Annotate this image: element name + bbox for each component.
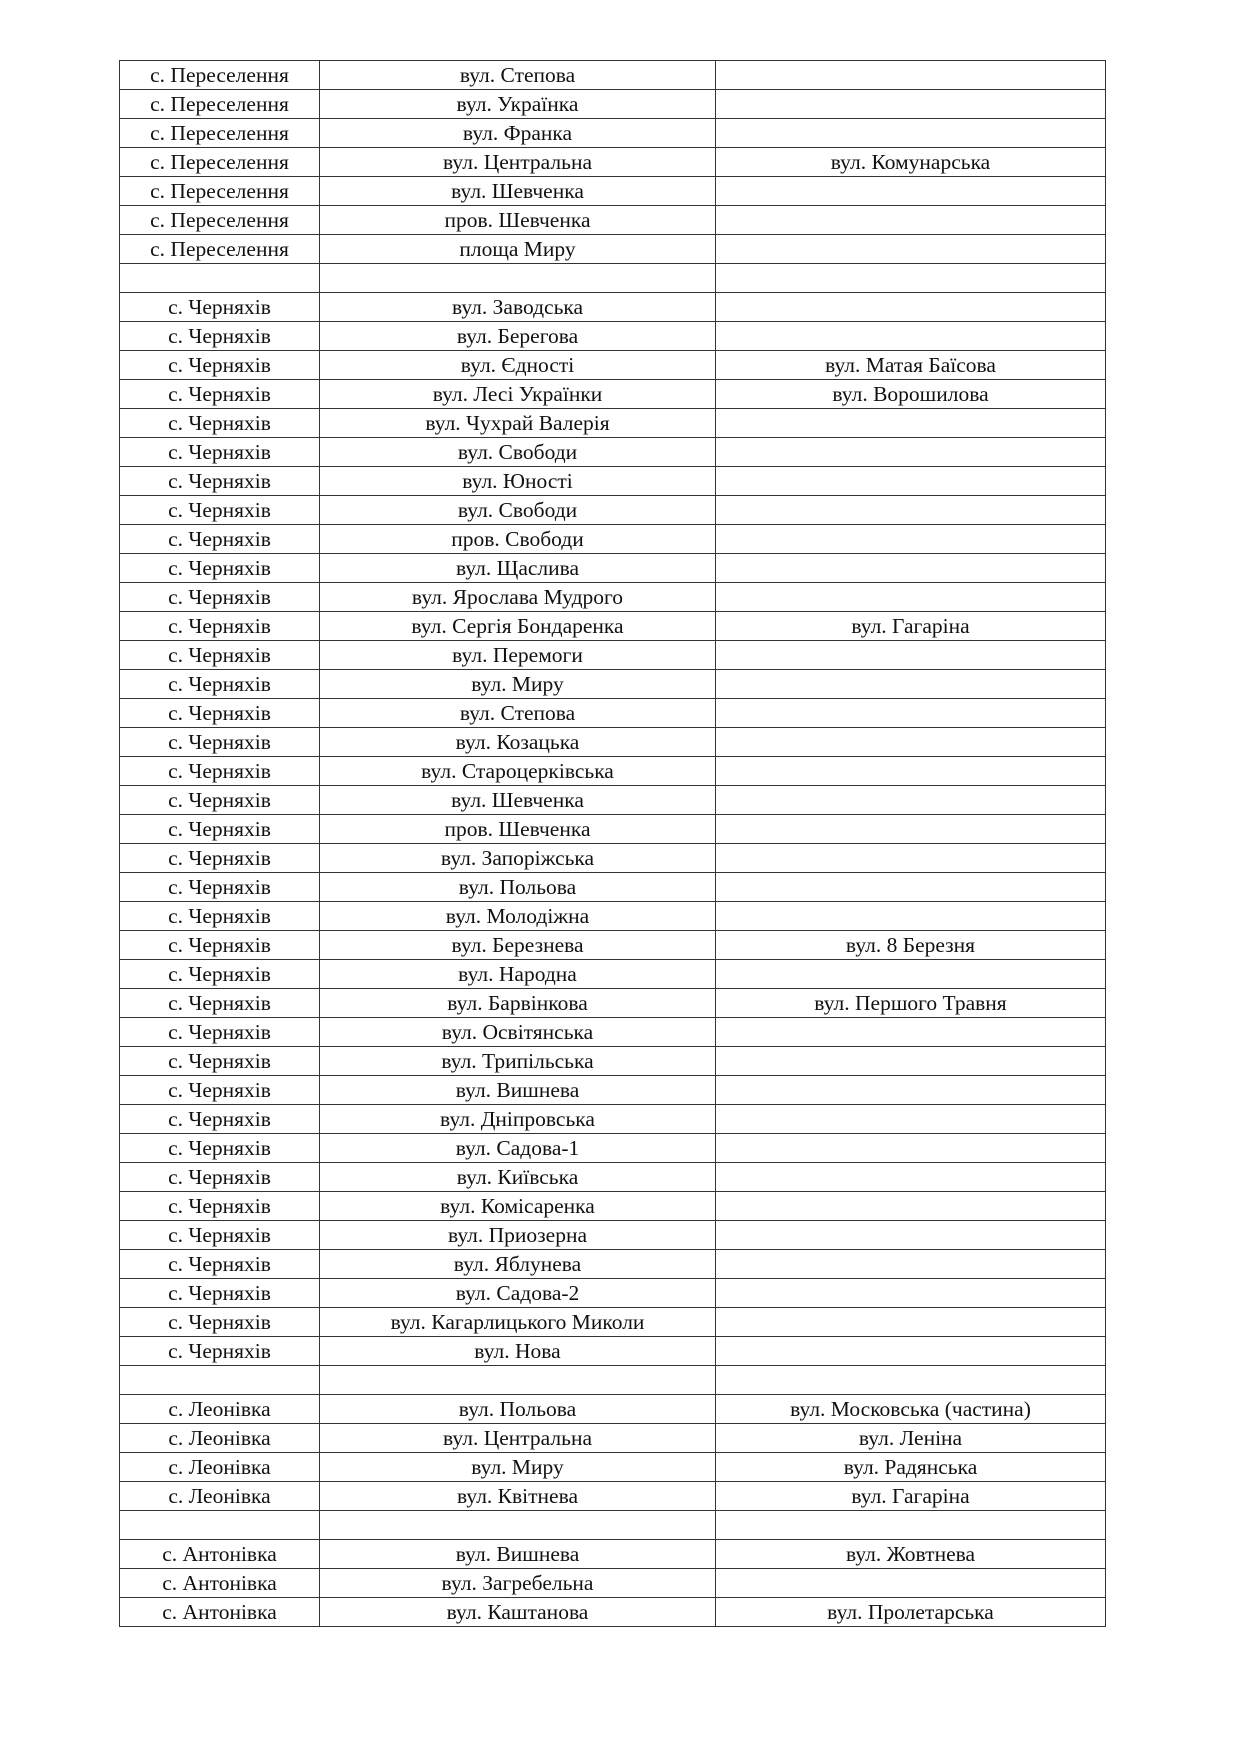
former-name-cell: вул. Матая Баїсова — [716, 351, 1106, 380]
table-row — [120, 757, 1106, 786]
settlement-cell: с. Переселення — [120, 235, 320, 264]
table-row — [120, 148, 1106, 177]
former-name-cell: вул. Комунарська — [716, 148, 1106, 177]
settlement-cell: с. Черняхів — [120, 989, 320, 1018]
former-name-cell — [716, 1308, 1106, 1337]
table-row — [120, 467, 1106, 496]
former-name-cell — [716, 902, 1106, 931]
settlement-cell: с. Переселення — [120, 206, 320, 235]
street-cell: вул. Київська — [320, 1163, 716, 1192]
table-row — [120, 1424, 1106, 1453]
street-cell: вул. Миру — [320, 670, 716, 699]
street-cell — [320, 1511, 716, 1540]
table-row — [120, 1337, 1106, 1366]
street-cell: вул. Кагарлицького Миколи — [320, 1308, 716, 1337]
former-name-cell — [716, 438, 1106, 467]
settlement-cell: с. Переселення — [120, 148, 320, 177]
settlement-cell: с. Черняхів — [120, 525, 320, 554]
settlement-cell: с. Черняхів — [120, 322, 320, 351]
street-cell: вул. Народна — [320, 960, 716, 989]
streets-table — [119, 60, 1106, 1627]
street-cell: пров. Шевченка — [320, 206, 716, 235]
former-name-cell — [716, 90, 1106, 119]
street-cell: вул. Староцерківська — [320, 757, 716, 786]
settlement-cell: с. Черняхів — [120, 786, 320, 815]
former-name-cell — [716, 1569, 1106, 1598]
table-row — [120, 554, 1106, 583]
former-name-cell — [716, 1076, 1106, 1105]
table-row — [120, 699, 1106, 728]
settlement-cell: с. Черняхів — [120, 1192, 320, 1221]
street-cell: вул. Загребельна — [320, 1569, 716, 1598]
table-row — [120, 438, 1106, 467]
former-name-cell — [716, 670, 1106, 699]
former-name-cell — [716, 264, 1106, 293]
street-cell: вул. Свободи — [320, 496, 716, 525]
former-name-cell — [716, 1163, 1106, 1192]
table-row — [120, 264, 1106, 293]
table-row — [120, 1482, 1106, 1511]
street-cell: вул. Заводська — [320, 293, 716, 322]
street-cell: вул. Юності — [320, 467, 716, 496]
street-cell: вул. Франка — [320, 119, 716, 148]
settlement-cell: с. Черняхів — [120, 844, 320, 873]
street-cell: вул. Барвінкова — [320, 989, 716, 1018]
street-cell: вул. Комісаренка — [320, 1192, 716, 1221]
settlement-cell: с. Черняхів — [120, 960, 320, 989]
settlement-cell — [120, 1366, 320, 1395]
street-cell: вул. Березнева — [320, 931, 716, 960]
former-name-cell — [716, 496, 1106, 525]
former-name-cell — [716, 1192, 1106, 1221]
former-name-cell: вул. Гагаріна — [716, 1482, 1106, 1511]
table-row — [120, 1366, 1106, 1395]
street-cell: вул. Садова-1 — [320, 1134, 716, 1163]
settlement-cell: с. Черняхів — [120, 1047, 320, 1076]
settlement-cell: с. Леонівка — [120, 1424, 320, 1453]
former-name-cell — [716, 1047, 1106, 1076]
former-name-cell — [716, 641, 1106, 670]
table-row — [120, 1279, 1106, 1308]
former-name-cell — [716, 235, 1106, 264]
settlement-cell: с. Черняхів — [120, 902, 320, 931]
table-row — [120, 728, 1106, 757]
settlement-cell: с. Черняхів — [120, 1018, 320, 1047]
former-name-cell — [716, 119, 1106, 148]
table-row — [120, 583, 1106, 612]
settlement-cell: с. Черняхів — [120, 1308, 320, 1337]
table-row — [120, 1192, 1106, 1221]
street-cell: вул. Каштанова — [320, 1598, 716, 1627]
street-cell: вул. Миру — [320, 1453, 716, 1482]
table-row — [120, 90, 1106, 119]
former-name-cell — [716, 1134, 1106, 1163]
settlement-cell: с. Антонівка — [120, 1569, 320, 1598]
former-name-cell: вул. Леніна — [716, 1424, 1106, 1453]
street-cell: площа Миру — [320, 235, 716, 264]
settlement-cell: с. Черняхів — [120, 351, 320, 380]
street-cell: вул. Козацька — [320, 728, 716, 757]
table-row — [120, 1134, 1106, 1163]
former-name-cell — [716, 1279, 1106, 1308]
former-name-cell — [716, 293, 1106, 322]
former-name-cell — [716, 583, 1106, 612]
settlement-cell: с. Черняхів — [120, 554, 320, 583]
table-row — [120, 293, 1106, 322]
settlement-cell: с. Антонівка — [120, 1598, 320, 1627]
former-name-cell — [716, 554, 1106, 583]
table-row — [120, 1250, 1106, 1279]
former-name-cell — [716, 525, 1106, 554]
settlement-cell: с. Черняхів — [120, 1250, 320, 1279]
table-row — [120, 1105, 1106, 1134]
settlement-cell: с. Черняхів — [120, 1163, 320, 1192]
street-cell: вул. Вишнева — [320, 1076, 716, 1105]
table-row — [120, 1395, 1106, 1424]
former-name-cell — [716, 1366, 1106, 1395]
settlement-cell: с. Черняхів — [120, 293, 320, 322]
former-name-cell — [716, 873, 1106, 902]
former-name-cell — [716, 786, 1106, 815]
street-cell: вул. Ярослава Мудрого — [320, 583, 716, 612]
former-name-cell: вул. Ворошилова — [716, 380, 1106, 409]
table-row — [120, 1598, 1106, 1627]
former-name-cell: вул. 8 Березня — [716, 931, 1106, 960]
street-cell: вул. Нова — [320, 1337, 716, 1366]
street-cell: вул. Яблунева — [320, 1250, 716, 1279]
street-cell: вул. Польова — [320, 1395, 716, 1424]
settlement-cell: с. Черняхів — [120, 380, 320, 409]
table-row — [120, 409, 1106, 438]
settlement-cell: с. Леонівка — [120, 1482, 320, 1511]
settlement-cell: с. Черняхів — [120, 467, 320, 496]
former-name-cell: вул. Першого Травня — [716, 989, 1106, 1018]
settlement-cell: с. Черняхів — [120, 1221, 320, 1250]
settlement-cell: с. Черняхів — [120, 409, 320, 438]
table-row — [120, 641, 1106, 670]
former-name-cell — [716, 757, 1106, 786]
settlement-cell: с. Черняхів — [120, 670, 320, 699]
table-row — [120, 960, 1106, 989]
settlement-cell: с. Черняхів — [120, 583, 320, 612]
street-cell: вул. Садова-2 — [320, 1279, 716, 1308]
table-row — [120, 1569, 1106, 1598]
former-name-cell — [716, 61, 1106, 90]
streets-table-body — [120, 61, 1106, 1627]
former-name-cell — [716, 467, 1106, 496]
street-cell: вул. Квітнева — [320, 1482, 716, 1511]
street-cell: вул. Українка — [320, 90, 716, 119]
settlement-cell: с. Антонівка — [120, 1540, 320, 1569]
table-row — [120, 873, 1106, 902]
settlement-cell — [120, 264, 320, 293]
street-cell: вул. Степова — [320, 61, 716, 90]
table-row — [120, 1047, 1106, 1076]
former-name-cell — [716, 1105, 1106, 1134]
table-row — [120, 235, 1106, 264]
table-row — [120, 1221, 1106, 1250]
settlement-cell: с. Черняхів — [120, 1337, 320, 1366]
settlement-cell: с. Черняхів — [120, 438, 320, 467]
table-row — [120, 612, 1106, 641]
table-row — [120, 206, 1106, 235]
settlement-cell: с. Переселення — [120, 177, 320, 206]
street-cell: вул. Щаслива — [320, 554, 716, 583]
former-name-cell — [716, 322, 1106, 351]
settlement-cell: с. Черняхів — [120, 757, 320, 786]
settlement-cell: с. Черняхів — [120, 699, 320, 728]
table-row — [120, 931, 1106, 960]
former-name-cell: вул. Пролетарська — [716, 1598, 1106, 1627]
table-row — [120, 902, 1106, 931]
table-row — [120, 815, 1106, 844]
former-name-cell — [716, 177, 1106, 206]
table-row — [120, 844, 1106, 873]
settlement-cell: с. Черняхів — [120, 815, 320, 844]
street-cell: пров. Свободи — [320, 525, 716, 554]
table-row — [120, 989, 1106, 1018]
settlement-cell: с. Черняхів — [120, 641, 320, 670]
street-cell: вул. Освітянська — [320, 1018, 716, 1047]
street-cell: вул. Вишнева — [320, 1540, 716, 1569]
street-cell: вул. Берегова — [320, 322, 716, 351]
street-cell: вул. Степова — [320, 699, 716, 728]
former-name-cell — [716, 1018, 1106, 1047]
former-name-cell — [716, 409, 1106, 438]
street-cell: вул. Сергія Бондаренка — [320, 612, 716, 641]
settlement-cell: с. Черняхів — [120, 1076, 320, 1105]
table-row — [120, 1308, 1106, 1337]
former-name-cell — [716, 960, 1106, 989]
settlement-cell: с. Леонівка — [120, 1395, 320, 1424]
street-cell: вул. Перемоги — [320, 641, 716, 670]
street-cell: вул. Шевченка — [320, 177, 716, 206]
table-row — [120, 380, 1106, 409]
settlement-cell: с. Черняхів — [120, 612, 320, 641]
street-cell: вул. Лесі Українки — [320, 380, 716, 409]
former-name-cell — [716, 206, 1106, 235]
street-cell: вул. Центральна — [320, 1424, 716, 1453]
settlement-cell: с. Черняхів — [120, 873, 320, 902]
settlement-cell: с. Переселення — [120, 119, 320, 148]
street-cell: вул. Шевченка — [320, 786, 716, 815]
former-name-cell — [716, 815, 1106, 844]
table-row — [120, 525, 1106, 554]
street-cell: вул. Єдності — [320, 351, 716, 380]
settlement-cell: с. Черняхів — [120, 931, 320, 960]
former-name-cell — [716, 844, 1106, 873]
street-cell — [320, 264, 716, 293]
street-cell: вул. Польова — [320, 873, 716, 902]
table-row — [120, 1163, 1106, 1192]
settlement-cell: с. Черняхів — [120, 728, 320, 757]
former-name-cell: вул. Московська (частина) — [716, 1395, 1106, 1424]
former-name-cell: вул. Жовтнева — [716, 1540, 1106, 1569]
table-row — [120, 61, 1106, 90]
settlement-cell: с. Черняхів — [120, 1105, 320, 1134]
street-cell: вул. Дніпровська — [320, 1105, 716, 1134]
table-row — [120, 119, 1106, 148]
former-name-cell — [716, 699, 1106, 728]
table-row — [120, 177, 1106, 206]
table-row — [120, 351, 1106, 380]
former-name-cell — [716, 728, 1106, 757]
table-row — [120, 1540, 1106, 1569]
settlement-cell: с. Переселення — [120, 90, 320, 119]
street-cell: вул. Центральна — [320, 148, 716, 177]
former-name-cell — [716, 1511, 1106, 1540]
street-cell: вул. Трипільська — [320, 1047, 716, 1076]
table-row — [120, 1076, 1106, 1105]
table-row — [120, 1511, 1106, 1540]
former-name-cell: вул. Радянська — [716, 1453, 1106, 1482]
table-row — [120, 322, 1106, 351]
table-row — [120, 1018, 1106, 1047]
former-name-cell — [716, 1221, 1106, 1250]
street-cell: вул. Свободи — [320, 438, 716, 467]
street-cell: вул. Молодіжна — [320, 902, 716, 931]
settlement-cell: с. Переселення — [120, 61, 320, 90]
table-row — [120, 496, 1106, 525]
table-row — [120, 1453, 1106, 1482]
former-name-cell — [716, 1337, 1106, 1366]
table-row — [120, 786, 1106, 815]
street-cell: вул. Приозерна — [320, 1221, 716, 1250]
former-name-cell: вул. Гагаріна — [716, 612, 1106, 641]
street-cell: вул. Чухрай Валерія — [320, 409, 716, 438]
settlement-cell — [120, 1511, 320, 1540]
street-cell: вул. Запоріжська — [320, 844, 716, 873]
settlement-cell: с. Черняхів — [120, 1279, 320, 1308]
street-cell: пров. Шевченка — [320, 815, 716, 844]
street-cell — [320, 1366, 716, 1395]
former-name-cell — [716, 1250, 1106, 1279]
settlement-cell: с. Леонівка — [120, 1453, 320, 1482]
settlement-cell: с. Черняхів — [120, 1134, 320, 1163]
table-row — [120, 670, 1106, 699]
settlement-cell: с. Черняхів — [120, 496, 320, 525]
